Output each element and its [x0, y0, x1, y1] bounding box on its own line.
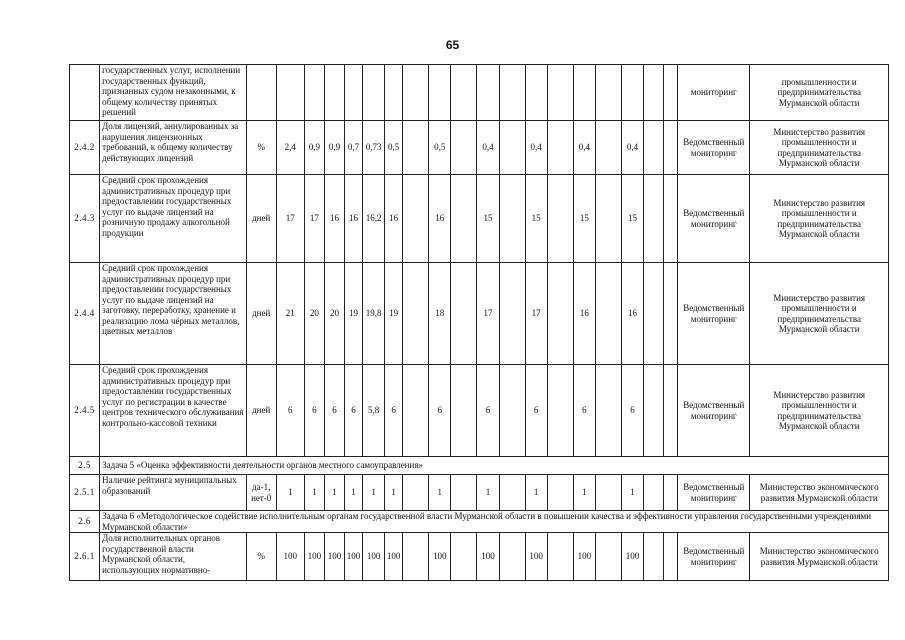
value-cell [644, 175, 664, 263]
value-cell: 100 [573, 533, 595, 581]
value-cell: 1 [385, 475, 403, 511]
value-cell [664, 65, 678, 121]
value-cell [644, 533, 664, 581]
value-cell [664, 475, 678, 511]
indicators-table [69, 64, 889, 581]
value-cell [644, 263, 664, 365]
value-cell [664, 365, 678, 457]
row-number: 2.6.1 [70, 533, 100, 581]
unit-cell: % [246, 121, 276, 175]
value-cell: 1 [429, 475, 451, 511]
value-cell: 0,4 [621, 121, 643, 175]
table-row [70, 475, 889, 511]
table-row [70, 175, 889, 263]
value-cell: 6 [525, 365, 547, 457]
value-cell [547, 65, 573, 121]
value-cell [451, 263, 477, 365]
value-cell: 0,9 [324, 121, 344, 175]
value-cell [547, 533, 573, 581]
task-row [70, 457, 889, 475]
value-cell [451, 475, 477, 511]
table-row [70, 121, 889, 175]
value-cell [664, 121, 678, 175]
value-cell: 1 [621, 475, 643, 511]
value-cell: 6 [429, 365, 451, 457]
value-cell: 16,2 [363, 175, 385, 263]
value-cell: 100 [363, 533, 385, 581]
table-row [70, 533, 889, 581]
unit-cell: дней [246, 263, 276, 365]
value-cell [451, 121, 477, 175]
value-cell: 100 [477, 533, 499, 581]
table-body [70, 65, 889, 581]
value-cell: 1 [344, 475, 362, 511]
value-cell [403, 263, 429, 365]
value-cell [547, 121, 573, 175]
value-cell [547, 175, 573, 263]
indicator-name: Доля лицензий, аннулированных за нарушения лицензионных требований, к общему количеству действующих лицензий [100, 121, 247, 175]
responsible-executor: Министерство развития промышленности и предпринимательства Мурманской области [750, 365, 889, 457]
value-cell [499, 121, 525, 175]
value-cell: 6 [477, 365, 499, 457]
unit-cell: дней [246, 175, 276, 263]
row-number: 2.4.4 [70, 263, 100, 365]
value-cell: 19 [344, 263, 362, 365]
value-cell: 0,73 [363, 121, 385, 175]
value-cell: 1 [324, 475, 344, 511]
value-cell [499, 533, 525, 581]
value-cell: 6 [304, 365, 324, 457]
table-row [70, 365, 889, 457]
value-cell: 16 [385, 175, 403, 263]
unit-cell [246, 65, 276, 121]
info-source: мониторинг [678, 65, 750, 121]
task-title: Задача 6 «Методологическое содействие исполнительным органам государственной власти Мурманской области в повышении качества и эффективности управления государственными учреждениями Мурманской области» [100, 511, 889, 533]
value-cell [547, 475, 573, 511]
value-cell: 0,4 [525, 121, 547, 175]
value-cell: 6 [344, 365, 362, 457]
value-cell: 6 [385, 365, 403, 457]
value-cell [664, 263, 678, 365]
value-cell [664, 175, 678, 263]
value-cell [499, 263, 525, 365]
value-cell: 15 [525, 175, 547, 263]
value-cell: 1 [525, 475, 547, 511]
indicator-name: Средний срок прохождения административных процедур при предоставлении государственных услуг по регистрации в качестве центров технического обслуживания контрольно-кассовой техники [100, 365, 247, 457]
value-cell [547, 263, 573, 365]
value-cell [595, 533, 621, 581]
value-cell: 20 [304, 263, 324, 365]
value-cell: 5,8 [363, 365, 385, 457]
info-source: Ведомственный мониторинг [678, 533, 750, 581]
value-cell: 1 [573, 475, 595, 511]
value-cell: 17 [304, 175, 324, 263]
value-cell: 19,8 [363, 263, 385, 365]
responsible-executor: Министерство экономического развития Мурманской области [750, 533, 889, 581]
value-cell: 15 [477, 175, 499, 263]
value-cell: 19 [385, 263, 403, 365]
value-cell: 100 [324, 533, 344, 581]
value-cell [304, 65, 324, 121]
value-cell [595, 365, 621, 457]
value-cell [429, 65, 451, 121]
value-cell: 100 [304, 533, 324, 581]
value-cell [644, 475, 664, 511]
value-cell [547, 365, 573, 457]
table-row [70, 263, 889, 365]
value-cell: 6 [324, 365, 344, 457]
indicator-name: Доля исполнительных органов государственной власти Мурманской области, использующих нормативно- [100, 533, 247, 581]
task-title: Задача 5 «Оценка эффективности деятельности органов местного самоуправления» [100, 457, 889, 475]
value-cell [644, 65, 664, 121]
value-cell: 1 [276, 475, 304, 511]
info-source: Ведомственный мониторинг [678, 263, 750, 365]
value-cell [363, 65, 385, 121]
indicator-name: Средний срок прохождения административных процедур при предоставлении государственных услуг по выдаче лицензий на заготовку, переработку, хранение и реализацию лома чёрных металлов, цветных металлов [100, 263, 247, 365]
row-number: 2.5 [70, 457, 100, 475]
responsible-executor: Министерство развития промышленности и предпринимательства Мурманской области [750, 121, 889, 175]
unit-cell: да-1, нет-0 [246, 475, 276, 511]
value-cell: 1 [477, 475, 499, 511]
responsible-executor: промышленности и предпринимательства Мурманской области [750, 65, 889, 121]
value-cell: 0,9 [304, 121, 324, 175]
value-cell: 18 [429, 263, 451, 365]
responsible-executor: Министерство развития промышленности и предпринимательства Мурманской области [750, 175, 889, 263]
value-cell: 0,4 [477, 121, 499, 175]
info-source: Ведомственный мониторинг [678, 365, 750, 457]
task-row [70, 511, 889, 533]
value-cell: 17 [276, 175, 304, 263]
value-cell: 16 [324, 175, 344, 263]
value-cell [621, 65, 643, 121]
row-number: 2.6 [70, 511, 100, 533]
value-cell [403, 121, 429, 175]
value-cell: 17 [477, 263, 499, 365]
responsible-executor: Министерство экономического развития Мурманской области [750, 475, 889, 511]
value-cell: 15 [621, 175, 643, 263]
value-cell [451, 65, 477, 121]
value-cell: 0,4 [573, 121, 595, 175]
value-cell: 100 [344, 533, 362, 581]
value-cell [595, 65, 621, 121]
value-cell [573, 65, 595, 121]
row-number [70, 65, 100, 121]
value-cell: 100 [276, 533, 304, 581]
value-cell [499, 65, 525, 121]
value-cell [403, 475, 429, 511]
responsible-executor: Министерство развития промышленности и предпринимательства Мурманской области [750, 263, 889, 365]
value-cell [451, 175, 477, 263]
info-source: Ведомственный мониторинг [678, 175, 750, 263]
value-cell [403, 533, 429, 581]
value-cell: 6 [621, 365, 643, 457]
value-cell: 100 [621, 533, 643, 581]
value-cell: 20 [324, 263, 344, 365]
value-cell [595, 263, 621, 365]
value-cell [644, 121, 664, 175]
value-cell: 0,5 [429, 121, 451, 175]
value-cell [324, 65, 344, 121]
value-cell: 100 [525, 533, 547, 581]
value-cell: 1 [304, 475, 324, 511]
info-source: Ведомственный мониторинг [678, 475, 750, 511]
value-cell: 6 [573, 365, 595, 457]
value-cell: 100 [385, 533, 403, 581]
value-cell [344, 65, 362, 121]
value-cell: 16 [573, 263, 595, 365]
value-cell [595, 175, 621, 263]
value-cell [525, 65, 547, 121]
value-cell [595, 475, 621, 511]
value-cell: 100 [429, 533, 451, 581]
value-cell [276, 65, 304, 121]
value-cell [477, 65, 499, 121]
table-row [70, 65, 889, 121]
value-cell: 6 [276, 365, 304, 457]
value-cell [385, 65, 403, 121]
unit-cell: % [246, 533, 276, 581]
value-cell [499, 365, 525, 457]
value-cell: 16 [621, 263, 643, 365]
value-cell [644, 365, 664, 457]
value-cell [451, 365, 477, 457]
value-cell [664, 533, 678, 581]
row-number: 2.4.3 [70, 175, 100, 263]
value-cell [499, 475, 525, 511]
page-number: 65 [445, 38, 460, 52]
value-cell [403, 65, 429, 121]
value-cell: 21 [276, 263, 304, 365]
value-cell: 16 [429, 175, 451, 263]
row-number: 2.4.5 [70, 365, 100, 457]
indicator-name: Средний срок прохождения административных процедур при предоставлении государственных услуг по выдаче лицензий на розничную продажу алкогольной продукции [100, 175, 247, 263]
value-cell: 0,7 [344, 121, 362, 175]
indicator-name: Наличие рейтинга муниципальных образований [100, 475, 247, 511]
indicator-name: государственных услуг, исполнении государственных функций, признанных судом незаконными, к общему количеству принятых решений [100, 65, 247, 121]
value-cell: 17 [525, 263, 547, 365]
value-cell: 1 [363, 475, 385, 511]
unit-cell: дней [246, 365, 276, 457]
value-cell: 2,4 [276, 121, 304, 175]
info-source: Ведомственный мониторинг [678, 121, 750, 175]
value-cell: 16 [344, 175, 362, 263]
value-cell [451, 533, 477, 581]
value-cell [499, 175, 525, 263]
value-cell [403, 365, 429, 457]
row-number: 2.4.2 [70, 121, 100, 175]
value-cell [403, 175, 429, 263]
value-cell [595, 121, 621, 175]
value-cell: 0,5 [385, 121, 403, 175]
row-number: 2.5.1 [70, 475, 100, 511]
value-cell: 15 [573, 175, 595, 263]
